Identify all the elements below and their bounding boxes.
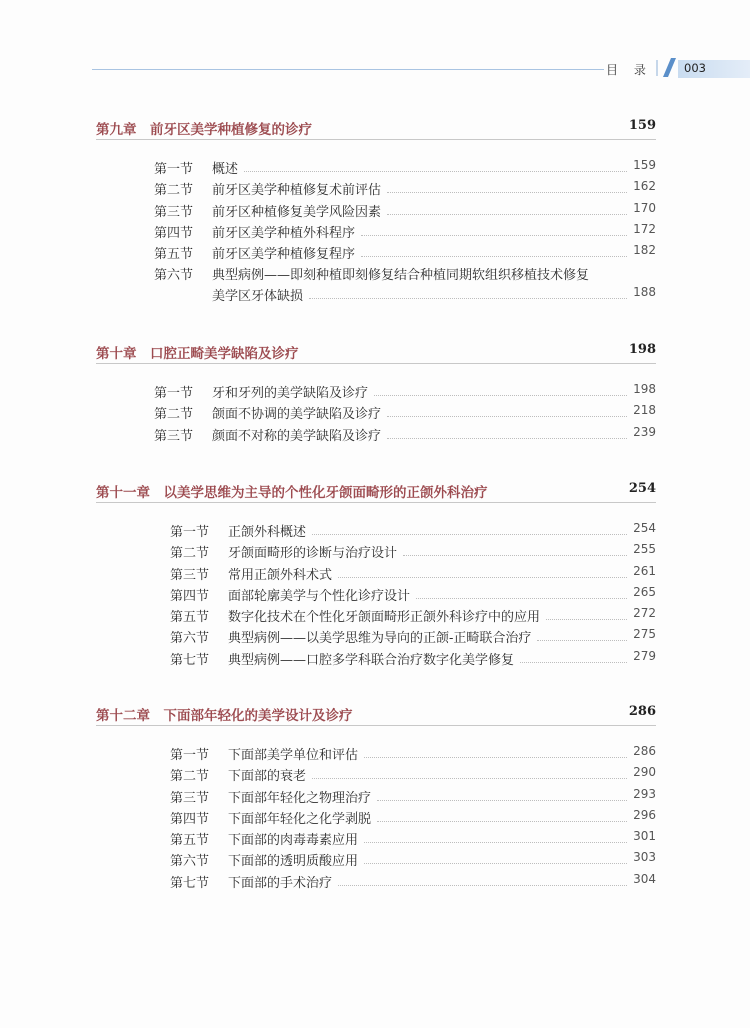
section-number: 第六节 [154, 268, 194, 284]
chapter-title: 第十章 口腔正畸美学缺陷及诊疗 [96, 346, 299, 362]
section-entry[interactable] [154, 425, 656, 446]
section-list [170, 521, 656, 670]
section-number: 第一节 [154, 386, 194, 401]
section-title: 牙和牙列的美学缺陷及诊疗 [212, 386, 369, 401]
section-entry[interactable] [170, 627, 656, 648]
dot-leader [537, 640, 627, 641]
section-title: 典型病例——以美学思维为导向的正颌-正畸联合治疗 [228, 631, 532, 647]
chapter-page-number: 286 [628, 704, 656, 719]
section-number: 第二节 [170, 769, 210, 785]
section-title: 下面部年轻化之物理治疗 [228, 790, 372, 806]
section-entry[interactable] [154, 222, 656, 243]
section-title: 典型病例——口腔多学科联合治疗数字化美学修复 [228, 652, 515, 668]
page-number: 003 [684, 61, 706, 75]
chapter-entry [96, 118, 656, 305]
dot-leader [374, 395, 627, 396]
section-page-number: 218 [633, 403, 656, 418]
section-entry[interactable] [170, 585, 656, 606]
section-page-number: 265 [633, 584, 656, 599]
section-page-number: 170 [633, 200, 656, 215]
section-title: 下面部美学单位和评估 [228, 748, 359, 763]
section-page-number: 290 [633, 765, 656, 780]
dot-leader [364, 863, 627, 864]
section-number: 第三节 [170, 567, 210, 583]
section-title: 面部轮廓美学与个性化诊疗设计 [228, 588, 411, 604]
section-number: 第四节 [170, 588, 210, 604]
section-page-number: 198 [633, 382, 656, 396]
section-entry[interactable] [170, 521, 656, 542]
chapter-entry [96, 342, 656, 444]
section-number: 第六节 [170, 854, 210, 870]
section-page-number: 159 [633, 158, 656, 172]
page-header-title: 目 录 [606, 63, 652, 77]
section-number: 第二节 [154, 407, 194, 423]
section-page-number: 188 [633, 285, 656, 300]
dot-leader [361, 235, 627, 236]
section-list [154, 382, 656, 446]
section-title: 数字化技术在个性化牙颌面畸形正颌外科诊疗中的应用 [228, 610, 541, 626]
section-page-number: 261 [633, 563, 656, 578]
dot-leader [309, 298, 627, 299]
dot-leader [338, 577, 627, 578]
section-page-number: 293 [633, 786, 656, 801]
header-rule [92, 69, 604, 70]
section-page-number: 182 [633, 243, 656, 258]
section-title: 典型病例——即刻种植即刻修复结合种植同期软组织移植技术修复 [212, 268, 590, 284]
section-entry[interactable] [154, 403, 656, 424]
section-title: 颌面不协调的美学缺陷及诊疗 [212, 407, 382, 423]
chapter-entry [96, 481, 656, 668]
section-number: 第四节 [154, 225, 194, 241]
section-title: 下面部年轻化之化学剥脱 [228, 811, 372, 827]
section-entry[interactable] [154, 264, 656, 307]
chapter-page-number: 254 [628, 481, 656, 496]
section-number: 第五节 [170, 833, 210, 849]
section-entry[interactable] [170, 542, 656, 563]
dot-leader [387, 438, 627, 439]
section-page-number: 172 [633, 221, 656, 236]
chapter-title: 第十二章 下面部年轻化的美学设计及诊疗 [96, 708, 353, 724]
section-entry[interactable] [170, 606, 656, 627]
section-number: 第一节 [170, 748, 210, 763]
section-entry[interactable] [170, 649, 656, 670]
section-entry[interactable] [170, 850, 656, 871]
section-title: 正颌外科概述 [228, 525, 307, 540]
section-entry[interactable] [154, 201, 656, 222]
dot-leader [387, 416, 627, 417]
chapter-heading[interactable] [96, 704, 656, 730]
section-number: 第一节 [170, 525, 210, 540]
section-number: 第三节 [154, 204, 194, 220]
section-entry[interactable] [154, 243, 656, 264]
chapter-title: 第九章 前牙区美学种植修复的诊疗 [96, 122, 312, 138]
chapter-rule [96, 725, 656, 726]
section-title: 颜面不对称的美学缺陷及诊疗 [212, 428, 382, 444]
chapter-page-number: 159 [628, 118, 656, 133]
section-number: 第四节 [170, 811, 210, 827]
dot-leader [364, 757, 627, 758]
chapter-page-number: 198 [628, 342, 656, 357]
dot-leader [364, 842, 627, 843]
dot-leader [338, 885, 627, 886]
dot-leader [377, 800, 627, 801]
chapter-rule [96, 139, 656, 140]
dot-leader [312, 778, 627, 779]
section-title: 常用正颌外科术式 [228, 567, 333, 583]
dot-leader [520, 662, 627, 663]
dot-leader [387, 214, 627, 215]
dot-leader [416, 598, 627, 599]
section-entry[interactable] [170, 744, 656, 765]
section-title: 下面部的肉毒毒素应用 [228, 833, 359, 849]
section-page-number: 286 [633, 744, 656, 758]
section-title: 前牙区美学种植修复术前评估 [212, 183, 382, 199]
chapter-heading[interactable] [96, 342, 656, 368]
section-number: 第七节 [170, 875, 210, 891]
chapter-entry [96, 704, 656, 891]
section-number: 第一节 [154, 162, 194, 177]
section-title: 下面部的手术治疗 [228, 875, 333, 891]
section-page-number: 279 [633, 648, 656, 663]
chapter-heading[interactable] [96, 481, 656, 507]
dot-leader [244, 171, 627, 172]
section-title: 牙颌面畸形的诊断与治疗设计 [228, 546, 398, 562]
section-number: 第六节 [170, 631, 210, 647]
section-number: 第三节 [154, 428, 194, 444]
dot-leader [312, 534, 627, 535]
chapter-heading[interactable] [96, 118, 656, 144]
section-number: 第五节 [170, 610, 210, 626]
slash-decoration-icon [654, 56, 680, 78]
section-number: 第三节 [170, 790, 210, 806]
section-page-number: 303 [633, 850, 656, 865]
section-title-continued: 美学区牙体缺损 [212, 289, 304, 305]
section-entry[interactable] [154, 382, 656, 403]
section-page-number: 272 [633, 606, 656, 621]
section-entry[interactable] [170, 829, 656, 850]
dot-leader [361, 256, 627, 257]
section-page-number: 162 [633, 179, 656, 194]
section-entry[interactable] [154, 179, 656, 200]
section-list [154, 158, 656, 307]
section-title: 下面部的衰老 [228, 769, 307, 785]
section-page-number: 304 [633, 871, 656, 886]
chapter-title: 第十一章 以美学思维为主导的个性化牙颌面畸形的正颌外科治疗 [96, 485, 488, 501]
chapter-rule [96, 363, 656, 364]
section-list [170, 744, 656, 893]
section-page-number: 296 [633, 807, 656, 822]
section-page-number: 255 [633, 542, 656, 557]
section-title: 前牙区美学种植修复程序 [212, 247, 356, 263]
section-number: 第二节 [154, 183, 194, 199]
dot-leader [403, 555, 627, 556]
section-entry[interactable] [170, 787, 656, 808]
section-title: 前牙区种植修复美学风险因素 [212, 204, 382, 220]
section-page-number: 254 [633, 521, 656, 535]
section-title: 前牙区美学种植外科程序 [212, 225, 356, 241]
section-entry[interactable] [154, 158, 656, 179]
section-page-number: 275 [633, 627, 656, 642]
section-number: 第二节 [170, 546, 210, 562]
section-title: 概述 [212, 162, 239, 177]
section-number: 第七节 [170, 652, 210, 668]
dot-leader [546, 619, 627, 620]
chapter-rule [96, 502, 656, 503]
section-entry[interactable] [170, 808, 656, 829]
section-entry[interactable] [170, 564, 656, 585]
dot-leader [377, 821, 627, 822]
section-page-number: 239 [633, 424, 656, 439]
section-title: 下面部的透明质酸应用 [228, 854, 359, 870]
dot-leader [387, 192, 627, 193]
section-page-number: 301 [633, 829, 656, 844]
section-number: 第五节 [154, 247, 194, 263]
section-entry[interactable] [170, 765, 656, 786]
section-entry[interactable] [170, 872, 656, 893]
